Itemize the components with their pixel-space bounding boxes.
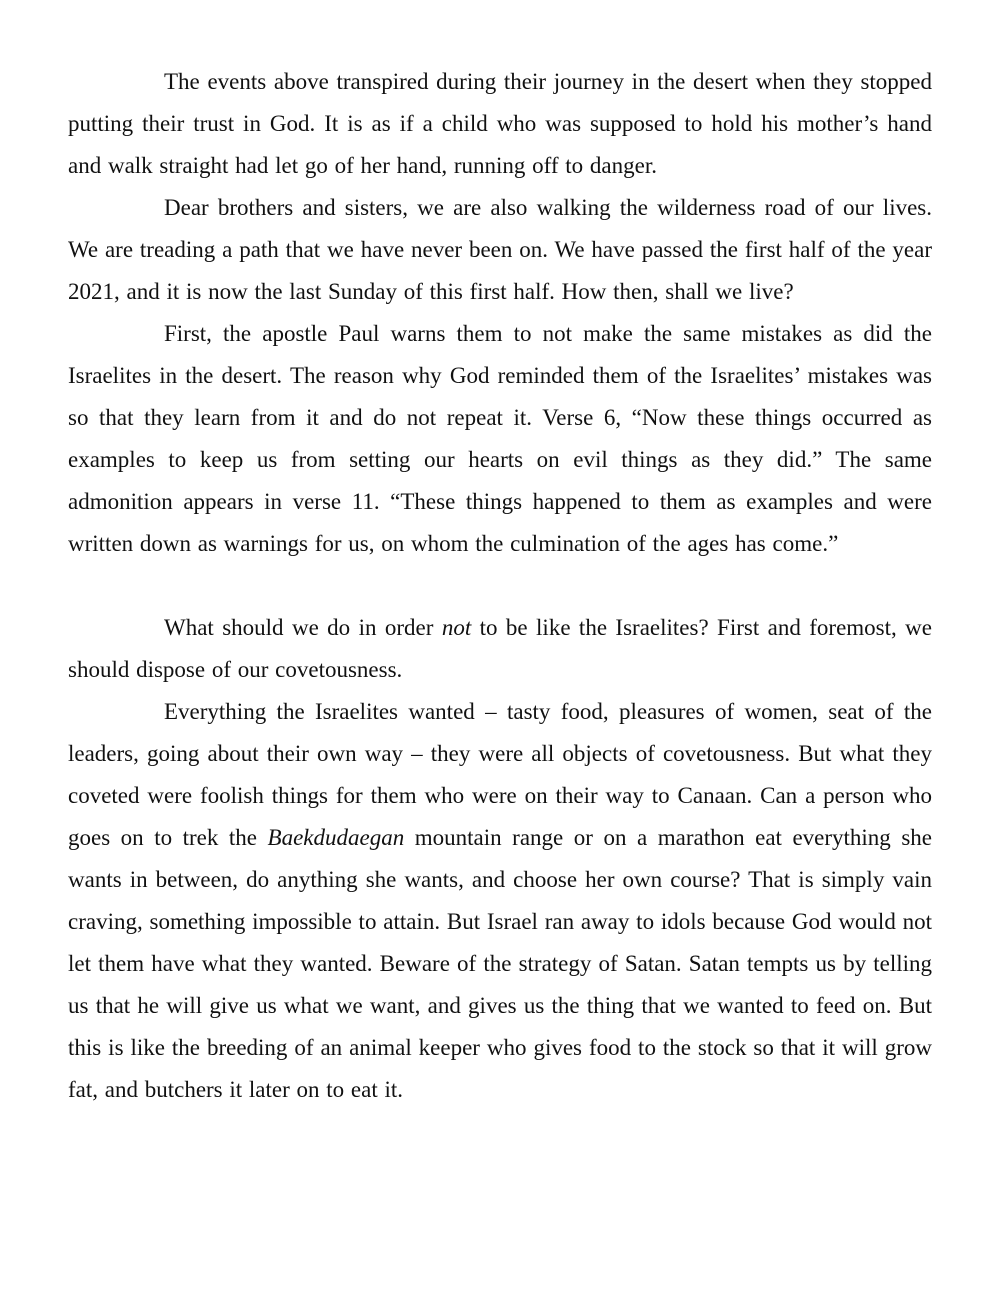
paragraph-israelites-wanted <box>68 691 932 1111</box>
paragraph-wilderness-road: Dear brothers and sisters, we are also walking the wilderness road of our lives. We are treading a path that we have never been on. We have passed the first half of the year 2021, and it is now the last Sunday of this first half. How then, shall we live? <box>68 195 932 304</box>
emphasis-not: not <box>441 615 472 640</box>
paragraph-paul-warning: First, the apostle Paul warns them to not make the same mistakes as did the Israelites in the desert. The reason why God reminded them of the Israelites’ mistakes was so that they learn from it and do not repeat it. Verse 6, “Now these things occurred as examples to keep us from setting our hearts on evil things as they did.” The same admonition appears in verse 11. “These things happened to them as examples and were written down as warnings for us, on whom the culmination of the ages has come.” <box>68 321 932 556</box>
paragraph-text-end: mountain range or on a marathon eat everything she wants in between, do anything she wants, and choose her own course? That is simply vain craving, something impossible to attain. But Israel ran away to idols because God would not let them have what they wanted. Beware of the strategy of Satan. Satan tempts us by telling us that he will give us what we want, and gives us the thing that we wanted to feed on. But this is like the breeding of an animal keeper who gives food to the stock so that it will grow fat, and butchers it later on to eat it. <box>68 825 932 1102</box>
emphasis-baekdudaegan: Baekdudaegan <box>267 825 405 850</box>
paragraph-gap <box>68 565 932 607</box>
document-page <box>68 61 932 1111</box>
paragraph-desert-trust: The events above transpired during their journey in the desert when they stopped putting their trust in God. It is as if a child who was supposed to hold his mother’s hand and walk straight had let go of her hand, running off to danger. <box>68 69 932 178</box>
paragraph-text-start: What should we do in order <box>164 615 442 640</box>
paragraph-dispose-covetousness <box>68 607 932 691</box>
paragraph-text-start: Everything the Israelites wanted – tasty food, pleasures of women, seat of the leaders, going about their own way – they were all objects of covetousness. But what they coveted were foolish things for them who were on their way to Canaan. Can a person who goes on to trek the <box>68 699 932 850</box>
paragraph-text-end: to be like the Israelites? First and foremost, we should dispose of our covetousness. <box>68 615 932 682</box>
